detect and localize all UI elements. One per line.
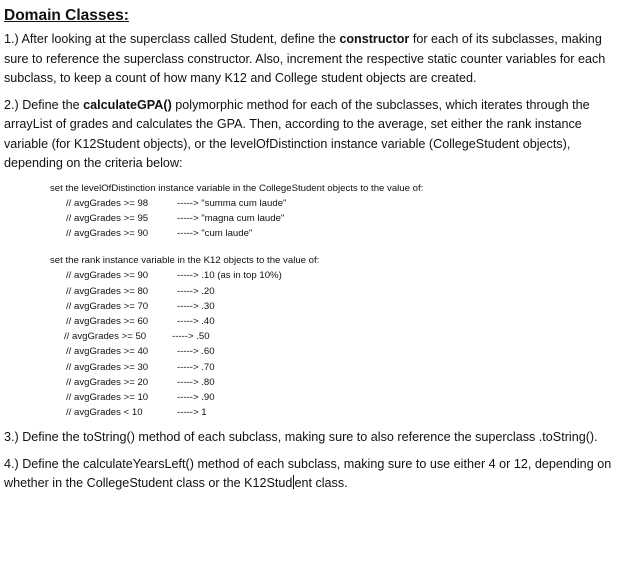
criteria-row: // avgGrades >= 20 -----> .80 [66, 376, 215, 388]
page-title: Domain Classes: [4, 7, 129, 24]
rank-criteria [4, 253, 616, 420]
instruction-2: 2.) Define the calculateGPA() polymorphic method for each of the subclasses, which iterates through the arrayList of grades and calculates the GPA. Then, according to the average, set either the rank instance variable (for K12Student objects), or the levelOfDistinction instance variable (CollegeStudent objects), depending on the criteria below: [4, 97, 590, 170]
instruction-3: 3.) Define the toString() method of each subclass, making sure to also reference the superclass .toString(). [4, 430, 598, 445]
criteria-row: // avgGrades >= 50 -----> .50 [64, 331, 210, 343]
criteria-row: // avgGrades >= 90 -----> "cum laude" [66, 228, 253, 240]
criteria-row: // avgGrades >= 40 -----> .60 [66, 346, 215, 358]
keyword-constructor: constructor [339, 32, 410, 46]
criteria-row: // avgGrades >= 10 -----> .90 [66, 391, 215, 403]
criteria-row: // avgGrades >= 80 -----> .20 [66, 285, 215, 297]
criteria-row: // avgGrades >= 70 -----> .30 [66, 300, 215, 312]
criteria-row: // avgGrades >= 98 -----> "summa cum laude" [66, 197, 287, 209]
criteria-row: // avgGrades >= 95 -----> "magna cum laude" [66, 212, 285, 224]
distinction-criteria [4, 181, 616, 242]
criteria-row: // avgGrades < 10 -----> 1 [66, 407, 207, 419]
keyword-calculategpa: calculateGPA() [83, 97, 172, 112]
instruction-1: 1.) After looking at the superclass called Student, define the constructor for each of its subclasses, making sure to reference the superclass constructor. Also, increment the respective static counter variables for each subclass, to keep a count of how many K12 and College student objects are created. [4, 32, 606, 85]
rank-heading: set the rank instance variable in the K12 objects to the value of: [50, 255, 320, 267]
instruction-4[interactable]: 4.) Define the calculateYearsLeft() method of each subclass, making sure to use either 4 or 12, depending on whether in the CollegeStudent class or the K12Stud ent class. [4, 456, 612, 491]
document-page [4, 6, 616, 501]
distinction-heading: set the levelOfDistinction instance variable in the CollegeStudent objects to the value of: [50, 182, 424, 194]
criteria-row: // avgGrades >= 90 -----> .10 (as in top 10%) [66, 270, 282, 282]
criteria-row: // avgGrades >= 30 -----> .70 [66, 361, 215, 373]
criteria-row: // avgGrades >= 60 -----> .40 [66, 316, 215, 328]
